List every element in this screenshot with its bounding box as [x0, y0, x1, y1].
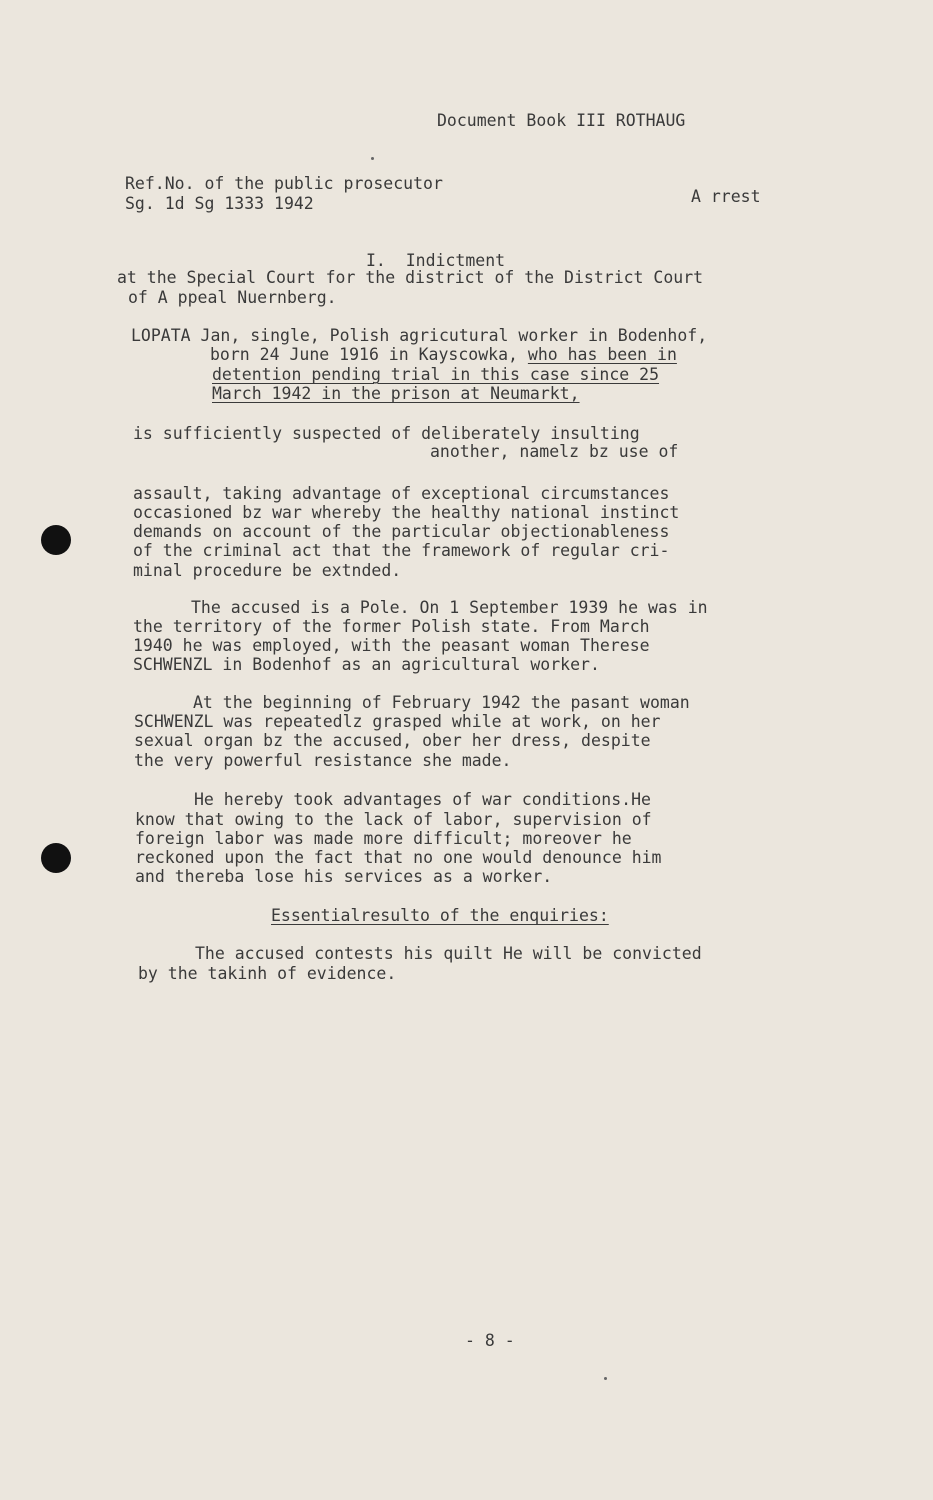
assault-line-3: demands on account of the particular objectionableness: [133, 522, 670, 541]
charge-line-1: is sufficiently suspected of deliberately insulting: [133, 424, 640, 443]
paper-speck: [604, 1377, 607, 1380]
war-line-1: He hereby took advantages of war conditions.He: [194, 790, 651, 809]
accused-line-2: [210, 345, 677, 364]
assault-line-2: occasioned bz war whereby the healthy national instinct: [133, 503, 680, 522]
assault-line-1: assault, taking advantage of exceptional circumstances: [133, 484, 670, 503]
february-line-4: the very powerful resistance she made.: [134, 751, 512, 770]
accused-line-4: March 1942 in the prison at Neumarkt,: [212, 384, 580, 403]
assault-line-5: minal procedure be extnded.: [133, 561, 402, 580]
punch-hole-bottom: [41, 843, 71, 873]
pole-line-3: 1940 he was employed, with the peasant woman Therese: [133, 636, 650, 655]
arrest-label: A rrest: [691, 187, 761, 206]
court-line-1: at the Special Court for the district of the District Court: [117, 268, 704, 287]
results-line-1: The accused contests his quilt He will be convicted: [195, 944, 702, 963]
accused-line-2-underlined: who has been in: [527, 345, 677, 364]
reference-line-2: Sg. 1d Sg 1333 1942: [125, 194, 314, 213]
war-line-3: foreign labor was made more difficult; moreover he: [135, 829, 632, 848]
february-line-3: sexual organ bz the accused, ober her dress, despite: [134, 731, 651, 750]
pole-line-4: SCHWENZL in Bodenhof as an agricultural worker.: [133, 655, 600, 674]
document-book-header: Document Book III ROTHAUG: [437, 111, 686, 130]
pole-line-2: the territory of the former Polish state. From March: [133, 617, 650, 636]
charge-line-2: another, namelz bz use of: [430, 442, 679, 461]
indictment-title: I. Indictment: [366, 251, 506, 270]
accused-line-2-text: born 24 June 1916 in Kayscowka,: [210, 345, 528, 364]
pole-line-1: The accused is a Pole. On 1 September 1939 he was in: [191, 598, 708, 617]
war-line-4: reckoned upon the fact that no one would denounce him: [135, 848, 662, 867]
february-line-1: At the beginning of February 1942 the pasant woman: [193, 693, 690, 712]
war-line-5: and thereba lose his services as a worker.: [135, 867, 553, 886]
reference-line-1: Ref.No. of the public prosecutor: [125, 174, 443, 193]
court-line-2: of A ppeal Nuernberg.: [128, 288, 337, 307]
accused-line-1: LOPATA Jan, single, Polish agricutural worker in Bodenhof,: [131, 326, 708, 345]
war-line-2: know that owing to the lack of labor, supervision of: [135, 810, 652, 829]
accused-line-3: detention pending trial in this case since 25: [212, 365, 660, 384]
results-heading: Essentialresulto of the enquiries:: [271, 906, 609, 925]
paper-speck: [371, 157, 374, 160]
february-line-2: SCHWENZL was repeatedlz grasped while at work, on her: [134, 712, 661, 731]
punch-hole-top: [41, 525, 71, 555]
assault-line-4: of the criminal act that the framework of regular cri-: [133, 541, 670, 560]
results-line-2: by the takinh of evidence.: [138, 964, 397, 983]
page-number: - 8 -: [465, 1331, 515, 1350]
